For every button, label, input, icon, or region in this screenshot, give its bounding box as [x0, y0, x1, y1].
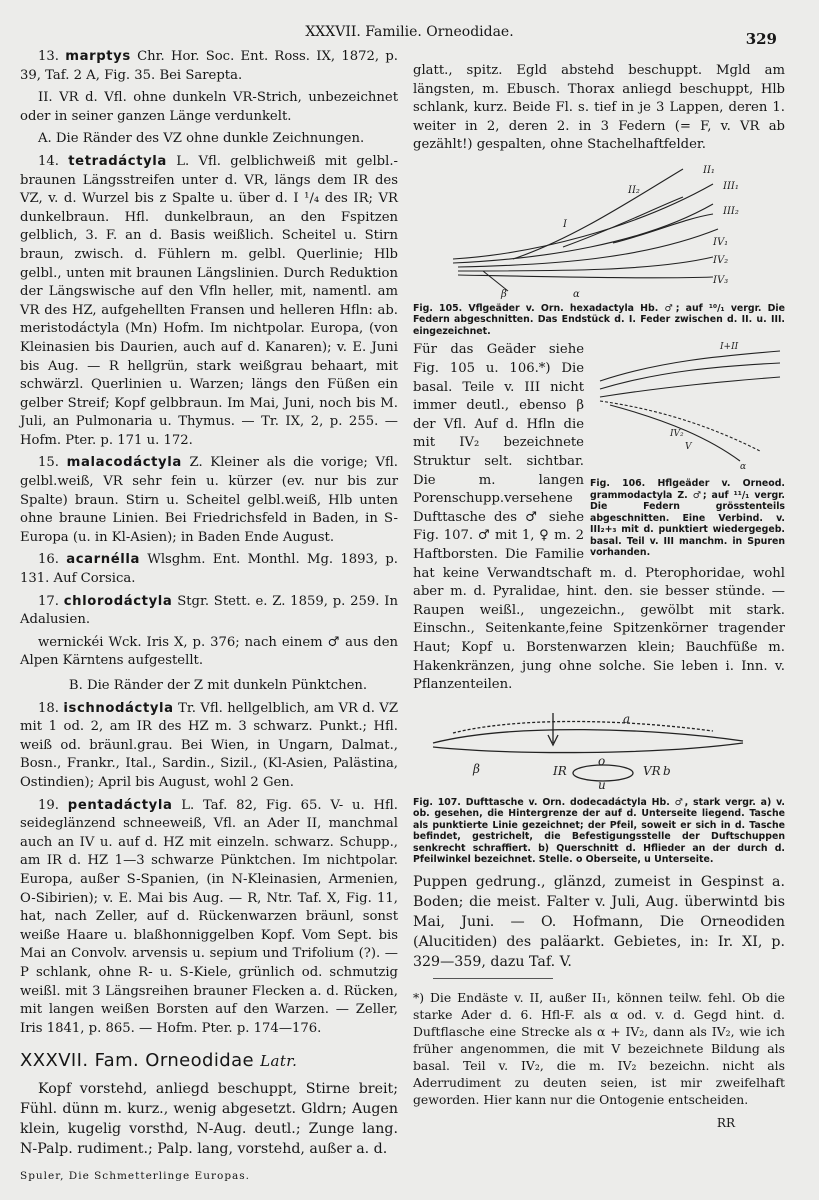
figure-106-caption: Fig. 106. Hflgeäder v. Orneod. grammodactyla Z. ♂; auf ¹¹/₁ vergr. Die Federn grösstenteils abgeschnitten. Eine Verbind. v. III₂+₃ mit d. punktiert wiedergegeb. basal. Teil v. III manchm. in Spuren vorhanden. — [590, 478, 785, 559]
species-name: marptys — [65, 49, 131, 64]
running-header: XXXVII. Familie. Orneodidae. — [305, 24, 514, 40]
family-description: Kopf vorstehd, anliegd beschuppt, Stirne breit; Fühl. dünn m. kurz., wenig abgesetzt. Gldrn; Augen klein, kugelig vorsthd, N-Aug. deutl.; Zunge lang. N-Palp. rudiment.; Palp. lang, vorstehd, außer a. d. — [20, 1080, 398, 1157]
species-name: ischnodáctyla — [63, 700, 174, 716]
svg-text:V: V — [685, 442, 692, 453]
svg-text:b: b — [663, 763, 671, 778]
svg-text:III₂: III₂ — [723, 205, 739, 217]
species-name: tetradáctyla — [68, 153, 167, 169]
text-with-figure-106 — [413, 341, 785, 698]
species-name: acarnélla — [66, 552, 141, 568]
pupae-text: Puppen gedrung., glänzd, zumeist in Gespinst a. Boden; die meist. Falter v. Juli, Aug. überwintd bis Mai, Juni. — O. Hofmann, Die Orneodiden (Alucitiden) des paläarkt. Gebietes, in: Ir. XI, p. 329—359, dazu Taf. V. — [413, 873, 785, 970]
right-column — [413, 62, 785, 1132]
svg-text:IR: IR — [553, 763, 567, 778]
species-19: 19. pentadáctyla L. Taf. 82, Fig. 65. V- u. Hfl. seideglänzend schneeweiß, Vfl. an Ader II, manchmal auch an IV u. auf d. HZ mit einzeln. schwarz. Schupp., am IR d. HZ 1—3 schwarze Pünktchen. Im nichtpolar. Europa, außer S-Spanien, (in N-Kleinasien, Armenien, O-Sibirien); v. E. Mai bis Aug. — R, Ntr. Taf. X, Fig. 11, hat, nach Zeller, auf d. Rückenwarzen bräunl, sonst weiße Haare u. blaßhonniggelben Kopf. Vom Sept. bis Mai an Convolv. arvensis u. sepium und Trifolium (?). — P schlank, ohne R- u. S-Kiele, grünlich od. schmutzig weißl. mit 3 Längsreihen brauner Flecken a. d. Rücken, mit langen weißen Borsten auf den Warzen. — Zeller, Iris 1841, p. 865. — Hofm. Pter. p. 174—176. — [20, 797, 398, 1036]
figure-105-caption: Fig. 105. Vflgeäder v. Orn. hexadactyla Hb. ♂; auf ¹⁰/₁ vergr. Die Federn abgeschnitten. Das Endstück d. I. Feder zwischen d. II. u. III. eingezeichnet. — [413, 302, 785, 337]
species-17: 17. chlorodáctyla Stgr. Stett. e. Z. 1859, p. 259. In Adalusien. — [20, 593, 398, 628]
svg-text:IV₃: IV₃ — [713, 274, 729, 286]
svg-text:α: α — [573, 288, 580, 299]
svg-text:α: α — [740, 462, 747, 472]
family-heading: XXXVII. Fam. Orneodidae Latr. — [20, 1050, 298, 1072]
svg-text:I: I — [563, 218, 567, 230]
species-name: pentadáctyla — [67, 797, 173, 813]
page-number: 329 — [745, 30, 777, 48]
svg-text:II₂: II₂ — [628, 184, 640, 196]
svg-text:a: a — [623, 711, 631, 726]
species-14: 14. tetradáctyla L. Vfl. gelblichweiß mit gelbl.-braunen Längsstreifen unter d. VR, längs dem IR des VZ, v. d. Wurzel bis z Spalte u. über d. I ¹/₄ des IR; VR dunkelbraun. Hfl. dunkelbraun, an den Fspitzen gelblich, 3. F. an d. Basis weißlich. Scheitel u. Stirn braun, zwisch. d. Fühlern m. gelbl. Querlinie; Hlb gelbl., unten mit braunen Längslinien. Durch Reduktion der Längswische auf den Vfln heller, mit, namentl. am VR des HZ, aufgehellten Fransen und helleren Hfln: ab. meristodáctyla (Mn) Hofm. Im nichtpolar. Europa, (von Kleinasien bis Daurien, auch auf d. Kanaren); v. E. Juni bis Aug. — R hellgrün, stark weißgrau behaart, mit schwärzl. Querlinien u. Warzen; längs den Füßen ein gelber Streif; Kopf gelbbraun. Im Mai, Juni, noch bis M. Juli, an Pulmonaria u. Thymus. — Tr. IX, 2, p. 255. — Hofm. Pter. p. 171 u. 172. — [20, 153, 398, 448]
section-ii: II. VR d. Vfl. ohne dunkeln VR-Strich, unbezeichnet oder in seiner ganzen Länge verdunkelt. — [20, 90, 398, 124]
svg-text:II₁: II₁ — [703, 164, 715, 176]
svg-text:β: β — [501, 288, 507, 299]
section-b: B. Die Ränder der Z mit dunkeln Pünktchen. — [68, 678, 368, 693]
footer-credit: Spuler, Die Schmetterlinge Europas. — [20, 1169, 251, 1182]
species-18: 18. ischnodáctyla Tr. Vfl. hellgelblich, am VR d. VZ mit 1 od. 2, am IR des HZ m. 3 schwarz. Punkt.; Hfl. weiß od. bräunl.grau. Bei Wien, in Ungarn, Dalmat., Bosn., Frankr., Ital., Sardin., Sizil., (Kl-Asien, Palästina, Ostindien); April bis August, wohl 2 Gen. — [20, 700, 398, 790]
figure-107-scent-pocket — [413, 703, 785, 793]
figure-106-block — [590, 341, 785, 562]
species-13: 13. marptys Chr. Hor. Soc. Ent. Ross. IX, 1872, p. 39, Taf. 2 A, Fig. 35. Bei Sarepta. — [20, 49, 398, 83]
svg-text:β: β — [473, 761, 480, 776]
svg-text:IV₂: IV₂ — [713, 254, 729, 266]
svg-text:VR: VR — [643, 763, 661, 778]
species-16: 16. acarnélla Wlsghm. Ent. Monthl. Mg. 1893, p. 131. Auf Corsica. — [20, 552, 398, 587]
svg-text:III₁: III₁ — [723, 180, 739, 192]
figure-106-hindwing-venation — [590, 341, 785, 471]
species-15: 15. malacodáctyla Z. Kleiner als die vorige; Vfl. gelbl.weiß, VR sehr fein u. kürzer (ev. nur bis zur Spalte) braun. Stirn u. Scheitel gelbl.weiß, Hlb unten ohne braune Linien. Bei Friedrichsfeld in Baden, in S-Europa (u. in Kl-Asien); in Baden Ende August. — [20, 455, 398, 545]
species-name: chlorodáctyla — [63, 593, 173, 609]
figure-107-caption: Fig. 107. Dufttasche v. Orn. dodecadáctyla Hb. ♂, stark vergr. a) v. ob. gesehen, die Hintergrenze der auf d. Unterseite liegend. Tasche als punktierte Linie gezeichnet; der Pfeil, soweit er sich in d. Tasche befindet, gestrichelt, die Befestigungsstelle der Duftschuppen senkrecht schraffiert. b) Querschnitt d. Hflieder an der durch d. Pfeilwinkel bezeichnet. Stelle. o Oberseite, u Unterseite. — [413, 796, 785, 866]
footnote: *) Die Endäste v. II, außer II₁, können teilw. fehl. Ob die starke Ader d. 6. Hfl-F. als α od. v. d. Gegd hint. d. Duftflasche eine Strecke als α + IV₂, dann als IV₂, wie ich früher angenommen, die mit V bezeichnete Bildung als basal. Teil v. IV₂, die m. IV₂ bezeichn. nicht als Aderrudiment zu deuten seien, ist mir zweifelhaft geworden. Hier kann nur die Ontogenie entscheiden. — [413, 989, 785, 1107]
svg-text:IV₁: IV₁ — [713, 236, 729, 248]
figure-105-wing-venation — [413, 159, 785, 299]
footnote-divider — [433, 978, 553, 979]
svg-text:u: u — [598, 777, 606, 792]
species-17-note: wernickéi Wck. Iris X, p. 376; nach einem ♂ aus den Alpen Kärntens aufgestellt. — [20, 634, 398, 669]
left-column — [20, 48, 398, 1185]
svg-text:I+II: I+II — [720, 342, 739, 353]
species-name: malacodáctyla — [66, 455, 182, 471]
section-a: A. Die Ränder des VZ ohne dunkle Zeichnungen. — [38, 131, 365, 147]
family-description-continued: glatt., spitz. Egld abstehd beschuppt. Mgld am längsten, m. Ebusch. Thorax anliegd beschuppt, Hlb schlank, kurz. Beide Fl. s. tief in je 3 Lappen, deren 1. weiter in 2, deren 2. in 3 Federn (= F, v. VR ab gezählt!) gespalten, ohne Stachelhaftfelder. — [413, 63, 785, 153]
signature: RR — [716, 1115, 735, 1130]
svg-text:IV₂: IV₂ — [670, 429, 684, 440]
svg-text:o: o — [598, 753, 606, 768]
venation-text: Für das Geäder siehe Fig. 105 u. 106.*) Die basal. Teile v. III nicht immer deutl., ebenso β der Vfl. Auf d. Hfln die mit IV₂ bezeichnete Struktur selt. sichtbar. Die m. langen Porenschupp.versehene Dufttasche des ♂ siehe Fig. 107. ♂ mit 1, ♀ m. 2 Haftborsten. Die Familie hat keine Verwandtschaft m. d. Pterophoridae, wohl aber m. d. Pyralidae, hint. den. sie besser stünde. — Raupen weißl., ungezeichn., gewölbt mit stark. Einschn., Seitenkante,feine Spitzenkörner tragender Haut; Kopf u. Borstenwarzen klein; Bauchfüße m. Hakenkränzen, jung ohne solche. Sie leben i. Inn. v. Pflanzenteilen. — [413, 342, 785, 693]
